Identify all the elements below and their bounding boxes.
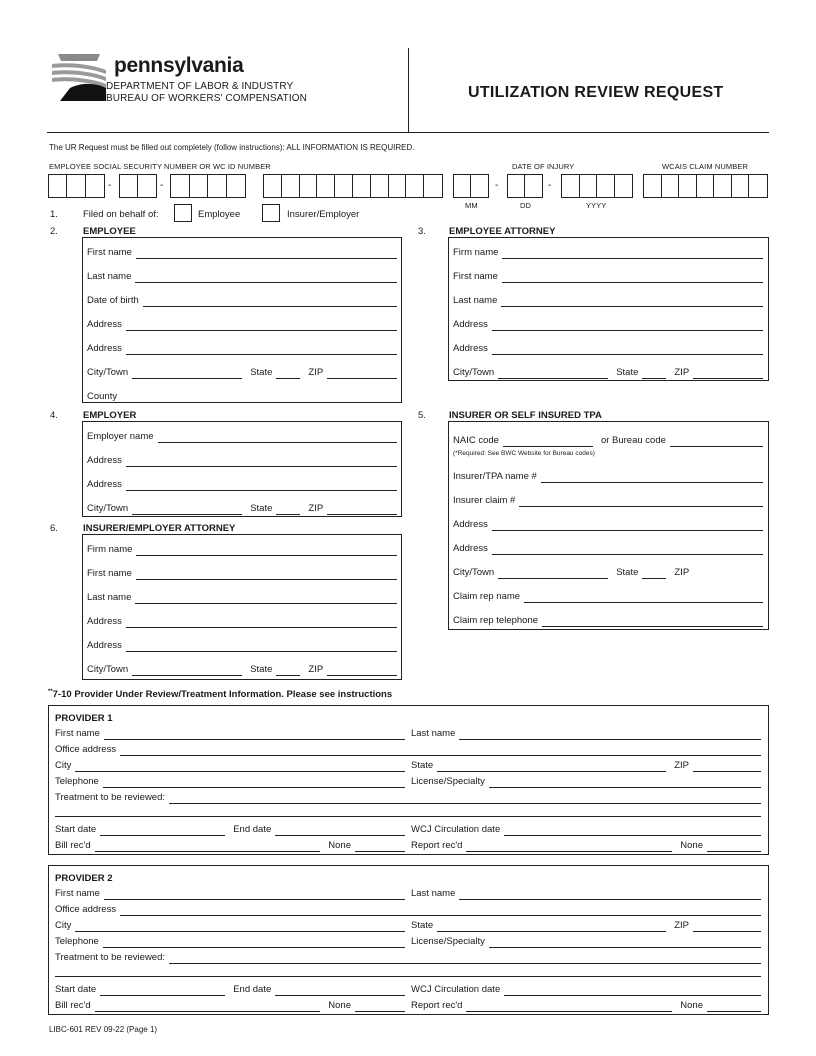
claim-rep-tel-row xyxy=(453,615,763,627)
ee-attorney-city-label: City/Town xyxy=(453,367,495,378)
ie-attorney-firm-row xyxy=(87,544,397,556)
employer-name-field[interactable] xyxy=(158,434,397,443)
section-2-number: 2. xyxy=(50,226,58,237)
dd-label: DD xyxy=(520,201,532,210)
insurer-employer-checkbox[interactable] xyxy=(262,204,280,222)
ie-attorney-first-row xyxy=(87,568,397,580)
ee-attorney-address1-field[interactable] xyxy=(492,322,763,331)
provider-1-end-field[interactable] xyxy=(275,827,405,836)
provider-1-first-label: First name xyxy=(55,728,100,739)
insurer-city-field[interactable] xyxy=(498,570,608,579)
insurer-zip-label: ZIP xyxy=(674,567,690,578)
ie-attorney-last-row xyxy=(87,592,397,604)
provider-2-bill-row xyxy=(55,1000,405,1012)
mm-label: MM xyxy=(465,201,478,210)
provider-2-treatment-line-2[interactable] xyxy=(55,976,761,977)
employer-city-row xyxy=(87,503,397,515)
ee-attorney-state-label: State xyxy=(616,367,639,378)
employer-address1-label: Address xyxy=(87,455,122,466)
ee-attorney-address1-label: Address xyxy=(453,319,488,330)
insurer-address1-field[interactable] xyxy=(492,522,763,531)
provider-1-license-field[interactable] xyxy=(489,779,761,788)
employee-first-name-row xyxy=(87,247,397,259)
claim-rep-row xyxy=(453,591,763,603)
employee-first-name-label: First name xyxy=(87,247,132,258)
provider-1-wcj-field[interactable] xyxy=(504,827,761,836)
employer-city-label: City/Town xyxy=(87,503,129,514)
provider-2-wcj-label: WCJ Circulation date xyxy=(411,984,501,995)
ie-attorney-first-label: First name xyxy=(87,568,132,579)
ee-attorney-city-field[interactable] xyxy=(498,370,608,379)
form-title: UTILIZATION REVIEW REQUEST xyxy=(468,84,724,101)
employee-address2-field[interactable] xyxy=(126,346,397,355)
wcais-claim-input[interactable] xyxy=(643,174,768,198)
provider-2-treatment-field[interactable] xyxy=(169,955,761,964)
insurer-address2-row xyxy=(453,543,763,555)
provider-1-first-row xyxy=(55,728,405,740)
employer-name-label: Employer name xyxy=(87,431,154,442)
ee-attorney-last-label: Last name xyxy=(453,295,498,306)
department-name: DEPARTMENT OF LABOR & INDUSTRY xyxy=(106,81,294,92)
employee-address2-row xyxy=(87,343,397,355)
employee-county-field[interactable] xyxy=(121,394,397,403)
employee-city-field[interactable] xyxy=(132,370,242,379)
employee-city-row xyxy=(87,367,397,379)
insurer-claim-row xyxy=(453,495,763,507)
providers-heading-text: 7-10 Provider Under Review/Treatment Information. Please see instructions xyxy=(52,689,393,701)
bureau-code-label: or Bureau code xyxy=(600,435,666,446)
ie-attorney-zip-field[interactable] xyxy=(327,667,397,676)
provider-1-tel-label: Telephone xyxy=(55,776,99,787)
ssn-dash-1: - xyxy=(108,180,112,191)
employer-address1-field[interactable] xyxy=(126,458,397,467)
employer-state-field[interactable] xyxy=(276,506,300,515)
provider-1-none1-label: None xyxy=(328,840,351,851)
ie-attorney-city-row xyxy=(87,664,397,676)
provider-2-report-field[interactable] xyxy=(466,1003,672,1012)
ie-attorney-firm-label: Firm name xyxy=(87,544,133,555)
employee-attorney-section-title: EMPLOYEE ATTORNEY xyxy=(449,226,556,237)
employee-dob-row xyxy=(87,295,397,307)
provider-1-none1-field[interactable] xyxy=(355,843,405,852)
employee-address1-field[interactable] xyxy=(126,322,397,331)
provider-2-office-label: Office address xyxy=(55,904,117,915)
ie-attorney-city-field[interactable] xyxy=(132,667,242,676)
provider-1-last-label: Last name xyxy=(411,728,456,739)
provider-1-none2-field[interactable] xyxy=(707,843,761,852)
provider-1-city-field[interactable] xyxy=(75,763,405,772)
ie-attorney-state-field[interactable] xyxy=(276,667,300,676)
ie-attorney-address1-label: Address xyxy=(87,616,122,627)
date-of-injury-label: DATE OF INJURY xyxy=(512,162,575,171)
provider-2-zip-field[interactable] xyxy=(693,923,761,932)
employee-address2-label: Address xyxy=(87,343,122,354)
provider-1-zip-field[interactable] xyxy=(693,763,761,772)
bureau-code-field[interactable] xyxy=(670,438,763,447)
injury-day-input[interactable] xyxy=(507,174,543,198)
employer-city-field[interactable] xyxy=(132,506,242,515)
ie-attorney-address2-field[interactable] xyxy=(126,643,397,652)
insurer-state-label: State xyxy=(616,567,639,578)
provider-1-city-label: City xyxy=(55,760,72,771)
ee-attorney-last-field[interactable] xyxy=(501,298,763,307)
ee-attorney-first-field[interactable] xyxy=(502,274,763,283)
claim-rep-field[interactable] xyxy=(524,594,763,603)
provider-1-report-field[interactable] xyxy=(466,843,672,852)
provider-2-title: PROVIDER 2 xyxy=(55,873,113,884)
bureau-name: BUREAU OF WORKERS' COMPENSATION xyxy=(106,93,307,104)
provider-1-bill-label: Bill rec'd xyxy=(55,840,91,851)
provider-1-wcj-row xyxy=(411,824,761,836)
provider-1-last-field[interactable] xyxy=(459,731,761,740)
ie-attorney-last-label: Last name xyxy=(87,592,132,603)
insurer-address2-field[interactable] xyxy=(492,546,763,555)
employer-zip-field[interactable] xyxy=(327,506,397,515)
employer-address2-row xyxy=(87,479,397,491)
provider-1-tel-row xyxy=(55,776,405,788)
tpa-name-field[interactable] xyxy=(541,474,763,483)
provider-1-treatment-label: Treatment to be reviewed: xyxy=(55,792,166,803)
provider-1-tel-field[interactable] xyxy=(103,779,405,788)
insurer-city-label: City/Town xyxy=(453,567,495,578)
employee-address1-label: Address xyxy=(87,319,122,330)
employee-last-name-row xyxy=(87,271,397,283)
naic-label: NAIC code xyxy=(453,435,499,446)
header-divider xyxy=(408,48,409,132)
ee-attorney-firm-label: Firm name xyxy=(453,247,499,258)
provider-2-tel-label: Telephone xyxy=(55,936,99,947)
employer-state-label: State xyxy=(250,503,273,514)
employee-dob-label: Date of birth xyxy=(87,295,139,306)
provider-2-city-field[interactable] xyxy=(75,923,405,932)
employee-address1-row xyxy=(87,319,397,331)
ee-attorney-zip-field[interactable] xyxy=(693,370,763,379)
provider-2-last-row xyxy=(411,888,761,900)
provider-2-tel-field[interactable] xyxy=(103,939,405,948)
provider-1-office-field[interactable] xyxy=(120,747,761,756)
provider-1-city-row xyxy=(55,760,405,772)
provider-2-none1-field[interactable] xyxy=(355,1003,405,1012)
employer-section-title: EMPLOYER xyxy=(83,410,137,421)
ie-attorney-address2-label: Address xyxy=(87,640,122,651)
keystone-logo xyxy=(50,52,108,102)
employee-checkbox[interactable] xyxy=(174,204,192,222)
section-3-number: 3. xyxy=(418,226,426,237)
section-1-number: 1. xyxy=(50,209,58,220)
insurer-address2-label: Address xyxy=(453,543,488,554)
provider-1-start-label: Start date xyxy=(55,824,97,835)
provider-2-wcj-field[interactable] xyxy=(504,987,761,996)
insurer-address1-row xyxy=(453,519,763,531)
yyyy-label: YYYY xyxy=(586,201,607,210)
ee-attorney-address2-label: Address xyxy=(453,343,488,354)
bureau-code-note: (*Required: See BWC Website for Bureau codes) xyxy=(453,450,595,457)
provider-2-start-field[interactable] xyxy=(100,987,225,996)
ie-attorney-last-field[interactable] xyxy=(135,595,397,604)
provider-2-first-row xyxy=(55,888,405,900)
employee-last-name-label: Last name xyxy=(87,271,132,282)
employee-zip-field[interactable] xyxy=(327,370,397,379)
ee-attorney-city-row xyxy=(453,367,763,379)
providers-heading xyxy=(48,689,392,700)
intro-text: The UR Request must be filled out completely (follow instructions): ALL INFORMATION IS REQUIRED. xyxy=(49,143,415,152)
tpa-name-row xyxy=(453,471,763,483)
ie-attorney-zip-label: ZIP xyxy=(308,664,324,675)
provider-2-office-row xyxy=(55,904,761,916)
ie-attorney-city-label: City/Town xyxy=(87,664,129,675)
employer-zip-label: ZIP xyxy=(308,503,324,514)
ssn-part1-input[interactable] xyxy=(48,174,105,198)
provider-1-state-row xyxy=(411,760,761,772)
provider-2-report-label: Report rec'd xyxy=(411,1000,463,1011)
provider-1-office-row xyxy=(55,744,761,756)
insurer-claim-field[interactable] xyxy=(519,498,763,507)
claim-rep-label: Claim rep name xyxy=(453,591,521,602)
employee-section-title: EMPLOYEE xyxy=(83,226,136,237)
employer-name-row xyxy=(87,431,397,443)
provider-2-bill-label: Bill rec'd xyxy=(55,1000,91,1011)
provider-2-treatment-label: Treatment to be reviewed: xyxy=(55,952,166,963)
ie-attorney-state-label: State xyxy=(250,664,273,675)
ie-attorney-address2-row xyxy=(87,640,397,652)
employee-option-label: Employee xyxy=(198,209,241,220)
ee-attorney-firm-row xyxy=(453,247,763,259)
provider-1-office-label: Office address xyxy=(55,744,117,755)
provider-2-license-row xyxy=(411,936,761,948)
provider-2-license-label: License/Specialty xyxy=(411,936,485,947)
ee-attorney-address1-row xyxy=(453,319,763,331)
provider-2-treatment-row xyxy=(55,952,761,964)
provider-2-first-field[interactable] xyxy=(104,891,405,900)
wc-id-input[interactable] xyxy=(263,174,443,198)
employee-last-name-field[interactable] xyxy=(135,274,397,283)
provider-1-title: PROVIDER 1 xyxy=(55,713,113,724)
provider-2-none2-field[interactable] xyxy=(707,1003,761,1012)
header-rule xyxy=(47,132,769,133)
provider-2-none1-label: None xyxy=(328,1000,351,1011)
provider-2-office-field[interactable] xyxy=(120,907,761,916)
provider-2-license-field[interactable] xyxy=(489,939,761,948)
employee-state-field[interactable] xyxy=(276,370,300,379)
filed-on-behalf-label: Filed on behalf of: xyxy=(83,209,159,220)
date-dash-1: - xyxy=(495,180,499,191)
employee-county-label: County xyxy=(87,391,118,402)
insurer-address1-label: Address xyxy=(453,519,488,530)
provider-2-end-label: End date xyxy=(233,984,272,995)
ssn-part3-input[interactable] xyxy=(170,174,246,198)
provider-1-last-row xyxy=(411,728,761,740)
provider-2-city-row xyxy=(55,920,405,932)
provider-2-state-label: State xyxy=(411,920,434,931)
insurer-employer-option-label: Insurer/Employer xyxy=(287,209,360,220)
employer-address1-row xyxy=(87,455,397,467)
wcais-claim-label: WCAIS CLAIM NUMBER xyxy=(662,162,748,171)
naic-field[interactable] xyxy=(503,438,593,447)
insurer-section-title: INSURER OR SELF INSURED TPA xyxy=(449,410,602,421)
provider-1-end-label: End date xyxy=(233,824,272,835)
provider-1-license-label: License/Specialty xyxy=(411,776,485,787)
claim-rep-tel-field[interactable] xyxy=(542,618,763,627)
provider-1-wcj-label: WCJ Circulation date xyxy=(411,824,501,835)
date-dash-2: - xyxy=(548,180,552,191)
ie-attorney-address1-row xyxy=(87,616,397,628)
insurer-city-row xyxy=(453,567,763,579)
employee-zip-label: ZIP xyxy=(308,367,324,378)
provider-1-license-row xyxy=(411,776,761,788)
provider-1-bill-row xyxy=(55,840,405,852)
ee-attorney-zip-label: ZIP xyxy=(674,367,690,378)
ssn-label: EMPLOYEE SOCIAL SECURITY NUMBER OR WC ID NUMBER xyxy=(49,162,271,171)
provider-2-none2-label: None xyxy=(680,1000,703,1011)
injury-year-input[interactable] xyxy=(561,174,633,198)
employee-first-name-field[interactable] xyxy=(136,250,397,259)
employer-address2-label: Address xyxy=(87,479,122,490)
section-4-number: 4. xyxy=(50,410,58,421)
insurer-state-field[interactable] xyxy=(642,570,666,579)
provider-1-dates-row xyxy=(55,824,405,836)
provider-2-start-label: Start date xyxy=(55,984,97,995)
ee-attorney-first-label: First name xyxy=(453,271,498,282)
ee-attorney-address2-row xyxy=(453,343,763,355)
provider-2-wcj-row xyxy=(411,984,761,996)
provider-2-city-label: City xyxy=(55,920,72,931)
ee-attorney-firm-field[interactable] xyxy=(502,250,763,259)
claim-rep-tel-label: Claim rep telephone xyxy=(453,615,539,626)
ssn-part2-input[interactable] xyxy=(119,174,157,198)
section-5-number: 5. xyxy=(418,410,426,421)
employee-city-label: City/Town xyxy=(87,367,129,378)
provider-1-state-label: State xyxy=(411,760,434,771)
provider-1-treatment-line-2[interactable] xyxy=(55,816,761,817)
provider-1-first-field[interactable] xyxy=(104,731,405,740)
employee-dob-field[interactable] xyxy=(143,298,397,307)
form-number-footer: LIBC-601 REV 09-22 (Page 1) xyxy=(49,1025,158,1034)
provider-2-dates-row xyxy=(55,984,405,996)
ie-attorney-first-field[interactable] xyxy=(136,571,397,580)
naic-row xyxy=(453,435,763,447)
providers-heading-mark: ** xyxy=(48,689,53,695)
injury-month-input[interactable] xyxy=(453,174,489,198)
employee-state-label: State xyxy=(250,367,273,378)
ee-attorney-address2-field[interactable] xyxy=(492,346,763,355)
brand-name: pennsylvania xyxy=(114,54,244,77)
employer-address2-field[interactable] xyxy=(126,482,397,491)
provider-2-bill-field[interactable] xyxy=(95,1003,321,1012)
provider-1-start-field[interactable] xyxy=(100,827,225,836)
ee-attorney-first-row xyxy=(453,271,763,283)
provider-1-treatment-field[interactable] xyxy=(169,795,761,804)
ie-attorney-firm-field[interactable] xyxy=(136,547,397,556)
section-6-number: 6. xyxy=(50,523,58,534)
provider-2-state-row xyxy=(411,920,761,932)
provider-2-state-field[interactable] xyxy=(437,923,666,932)
provider-2-report-row xyxy=(411,1000,761,1012)
provider-2-first-label: First name xyxy=(55,888,100,899)
ie-attorney-section-title: INSURER/EMPLOYER ATTORNEY xyxy=(83,523,236,534)
employee-county-row xyxy=(87,391,397,403)
ssn-dash-2: - xyxy=(160,180,164,191)
provider-2-last-label: Last name xyxy=(411,888,456,899)
provider-2-zip-label: ZIP xyxy=(674,920,689,931)
provider-2-end-field[interactable] xyxy=(275,987,405,996)
provider-1-treatment-row xyxy=(55,792,761,804)
provider-1-none2-label: None xyxy=(680,840,703,851)
provider-1-zip-label: ZIP xyxy=(674,760,689,771)
provider-2-tel-row xyxy=(55,936,405,948)
provider-1-report-row xyxy=(411,840,761,852)
ie-attorney-address1-field[interactable] xyxy=(126,619,397,628)
provider-1-state-field[interactable] xyxy=(437,763,666,772)
insurer-claim-label: Insurer claim # xyxy=(453,495,516,506)
provider-2-last-field[interactable] xyxy=(459,891,761,900)
provider-1-report-label: Report rec'd xyxy=(411,840,463,851)
provider-1-bill-field[interactable] xyxy=(95,843,321,852)
ee-attorney-state-field[interactable] xyxy=(642,370,666,379)
tpa-name-label: Insurer/TPA name # xyxy=(453,471,537,482)
ee-attorney-last-row xyxy=(453,295,763,307)
